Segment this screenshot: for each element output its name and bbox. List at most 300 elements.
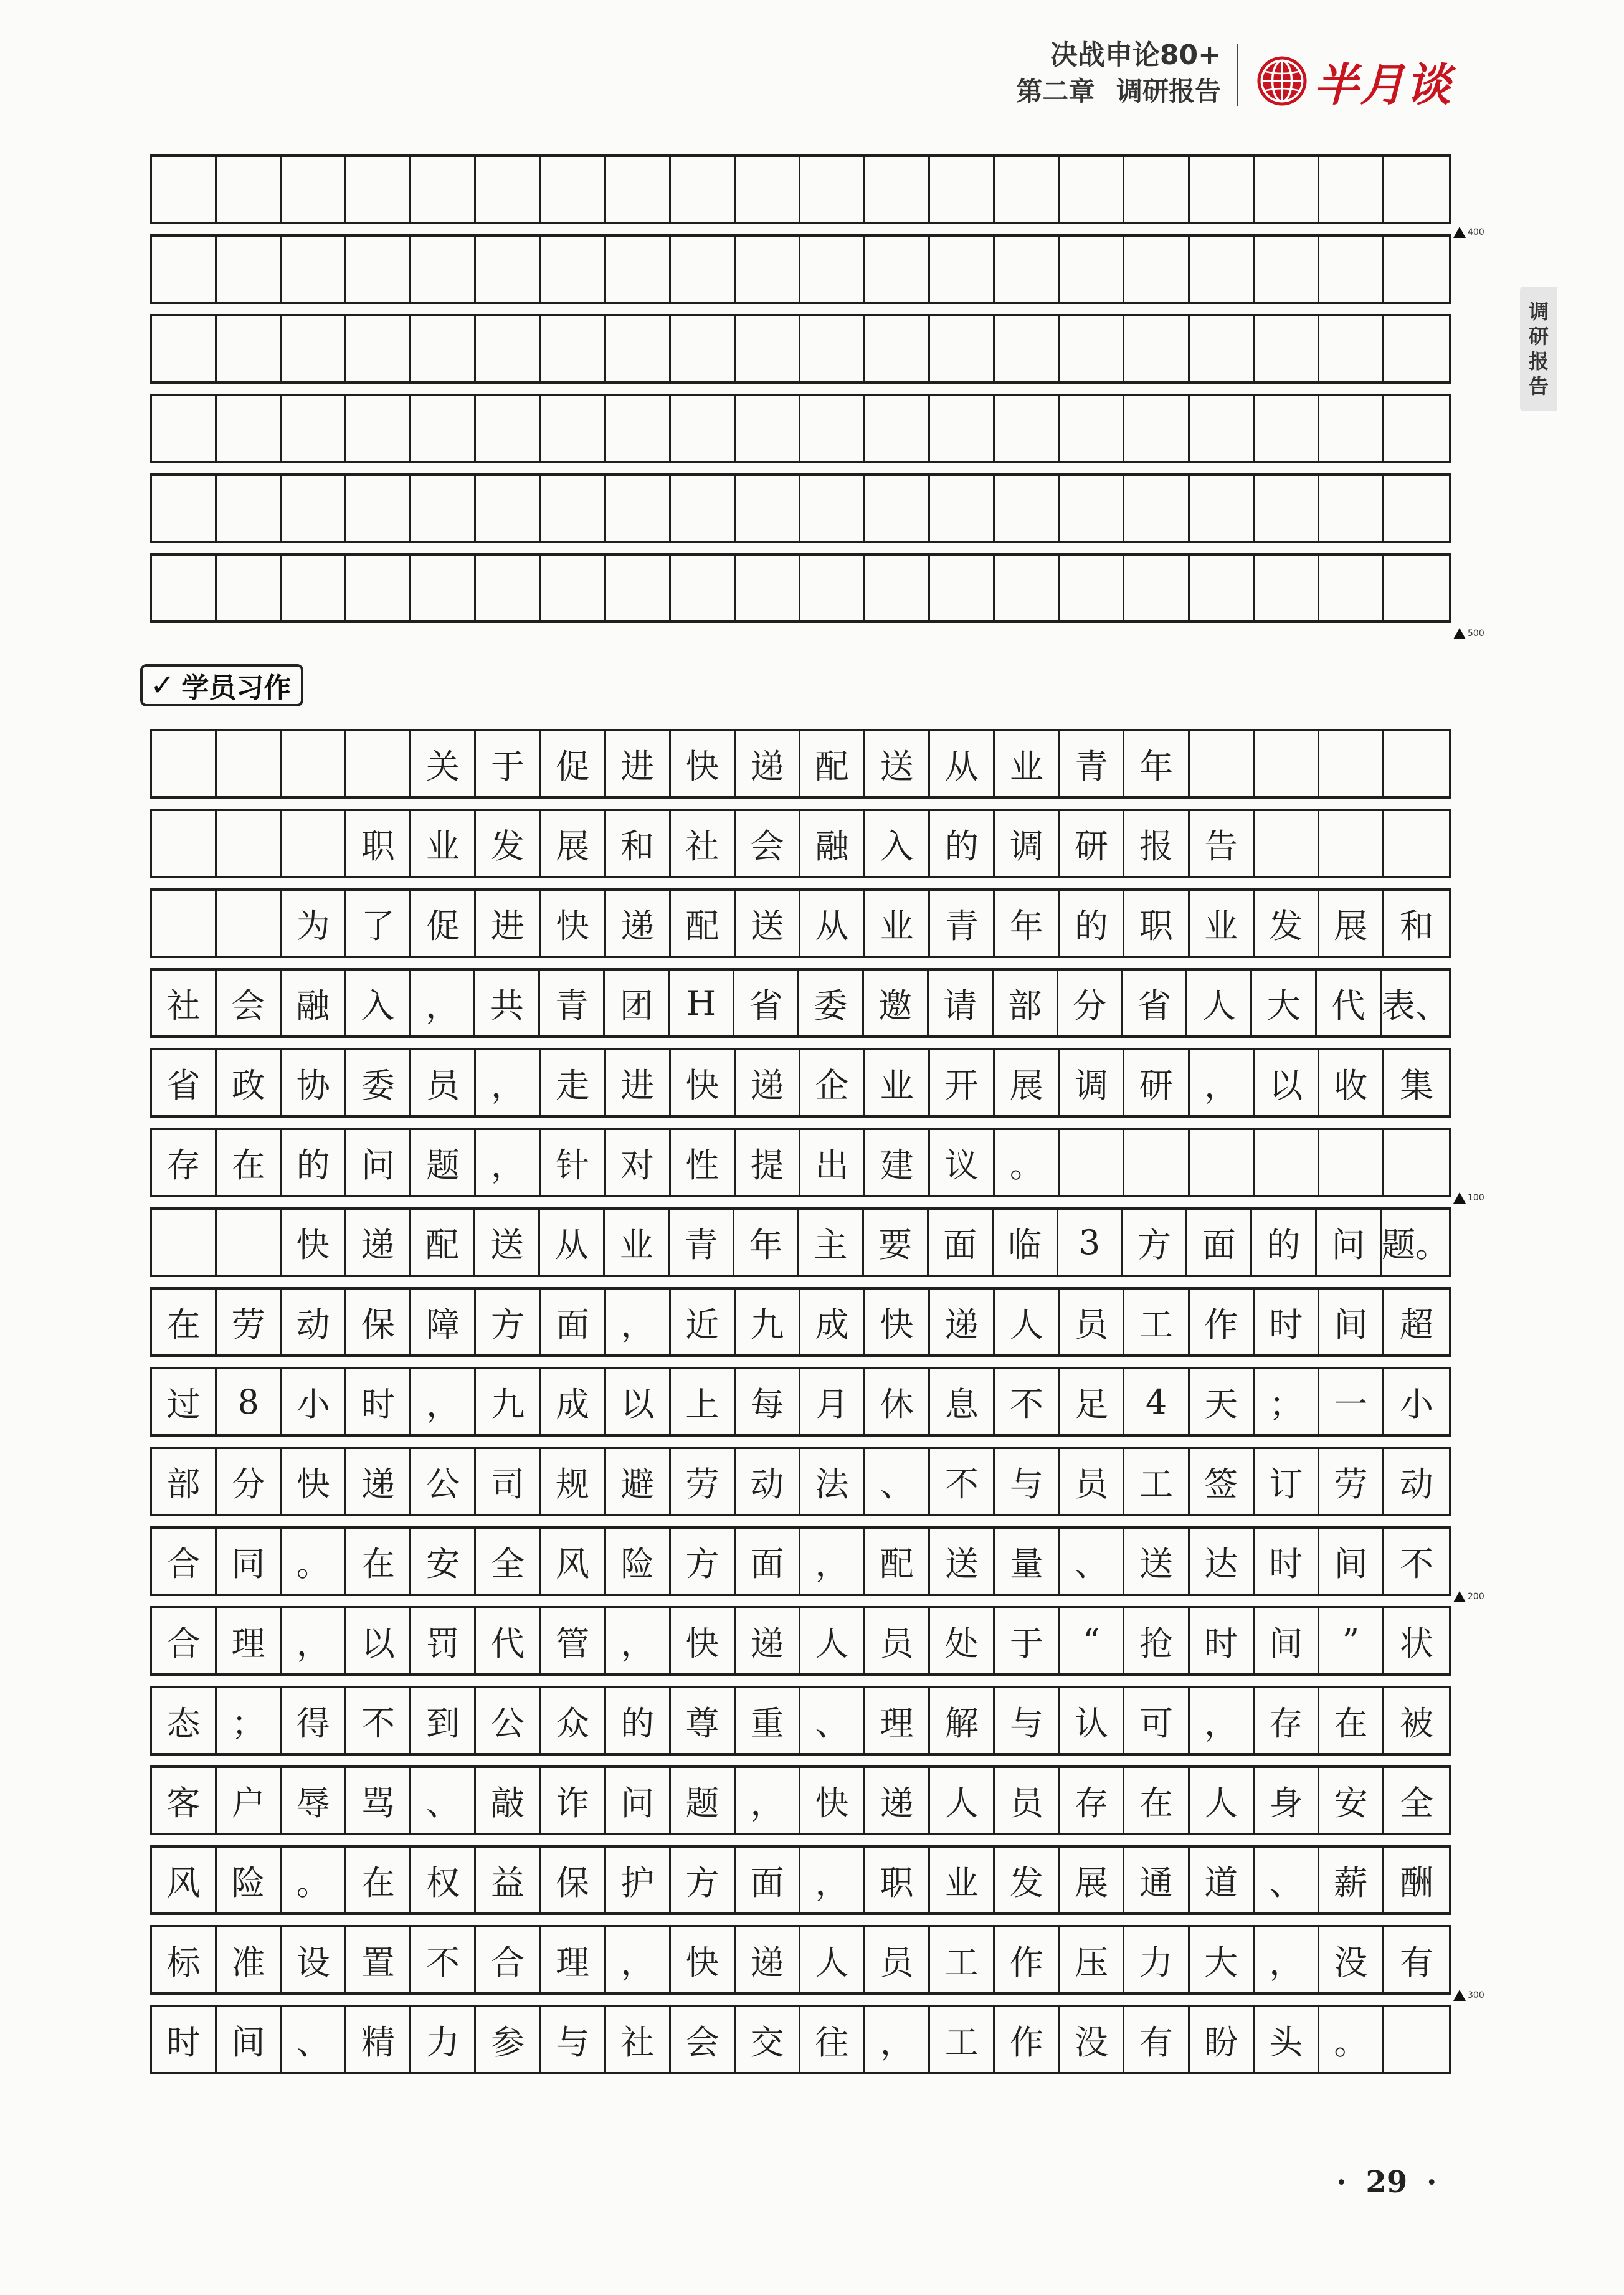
grid-cell: 达	[1190, 1529, 1255, 1594]
grid-cell	[930, 556, 995, 620]
grid-cell	[1384, 476, 1449, 541]
grid-cell: 、	[1255, 1848, 1319, 1913]
grid-cell: 快	[671, 1050, 736, 1115]
grid-cell	[1319, 316, 1384, 381]
grid-cell: 存	[1060, 1768, 1124, 1833]
grid-cell	[282, 157, 346, 222]
grid-cell	[671, 556, 736, 620]
grid-cell	[1190, 157, 1255, 222]
grid-cell	[152, 396, 217, 461]
grid-cell: 快	[541, 891, 606, 956]
grid-cell: 快	[282, 1449, 346, 1514]
grid-cell: 客	[152, 1768, 217, 1833]
grid-cell: 分	[1058, 971, 1123, 1035]
essay-grid-row	[150, 1207, 1451, 1277]
grid-cell: 参	[476, 2007, 541, 2072]
grid-cell: 护	[606, 1848, 671, 1913]
grid-cell: 融	[800, 811, 865, 876]
grid-cell: 在	[346, 1529, 411, 1594]
grid-cell: 骂	[346, 1768, 411, 1833]
grid-cell	[1190, 1130, 1255, 1195]
grid-cell: 关	[411, 731, 476, 796]
grid-cell: 员	[865, 1927, 930, 1992]
grid-cell	[1124, 396, 1189, 461]
grid-cell	[671, 157, 736, 222]
grid-cell	[1384, 731, 1449, 796]
grid-cell: 酬	[1399, 1863, 1433, 1903]
grid-cell: 青	[540, 971, 605, 1035]
grid-cell	[736, 476, 800, 541]
grid-cell	[1255, 237, 1319, 302]
grid-cell: 与	[541, 2007, 606, 2072]
grid-cell: 的	[282, 1130, 346, 1195]
grid-cell	[217, 1210, 282, 1275]
essay-grid-row	[150, 888, 1451, 958]
grid-cell: 送	[865, 731, 930, 796]
grid-cell: 有	[1124, 2007, 1189, 2072]
grid-cell: 往	[800, 2007, 865, 2072]
grid-cell: 展	[1319, 891, 1384, 956]
grid-cell: 员	[865, 1608, 930, 1673]
grid-cell: 递	[736, 1927, 800, 1992]
grid-cell: 量	[995, 1529, 1060, 1594]
grid-cell: ，	[606, 1927, 671, 1992]
grid-cell	[1060, 237, 1124, 302]
grid-cell	[152, 237, 217, 302]
grid-cell	[1319, 811, 1384, 876]
grid-cell: 面	[929, 1210, 994, 1275]
grid-cell: 理	[541, 1927, 606, 1992]
grid-cell	[282, 316, 346, 381]
essay-grid-row	[150, 968, 1451, 1038]
grid-cell: 提	[736, 1130, 800, 1195]
grid-cell: 敲	[476, 1768, 541, 1833]
grid-cell	[606, 316, 671, 381]
grid-cell: 针	[541, 1130, 606, 1195]
grid-cell	[865, 237, 930, 302]
grid-cell: 同	[217, 1529, 282, 1594]
grid-cell: 调	[995, 811, 1060, 876]
grid-cell: 发	[995, 1848, 1060, 1913]
grid-cell: 订	[1255, 1449, 1319, 1514]
grid-cell	[1124, 556, 1189, 620]
grid-cell: 过	[152, 1369, 217, 1434]
grid-cell: 动	[282, 1290, 346, 1354]
grid-cell	[152, 731, 217, 796]
grid-cell: 作	[995, 2007, 1060, 2072]
grid-cell: ，	[476, 1050, 541, 1115]
grid-cell: 作	[1190, 1290, 1255, 1354]
grid-cell: 业	[930, 1848, 995, 1913]
grid-cell: 近	[671, 1290, 736, 1354]
grid-cell: 、	[282, 2007, 346, 2072]
grid-cell: 面	[1187, 1210, 1252, 1275]
grid-cell	[606, 556, 671, 620]
grid-cell: ，	[411, 971, 476, 1035]
grid-cell	[217, 396, 282, 461]
grid-cell	[736, 316, 800, 381]
grid-cell	[1255, 396, 1319, 461]
grid-cell: 得	[282, 1688, 346, 1753]
grid-cell	[1384, 1130, 1449, 1195]
student-essay-label	[140, 664, 303, 706]
grid-cell: 委	[346, 1050, 411, 1115]
grid-cell: 、	[800, 1688, 865, 1753]
grid-cell: 社	[606, 2007, 671, 2072]
grid-cell: 时	[346, 1369, 411, 1434]
grid-cell	[800, 237, 865, 302]
grid-cell: 不	[346, 1688, 411, 1753]
grid-cell: 年	[995, 891, 1060, 956]
grid-cell: 重	[736, 1688, 800, 1753]
grid-cell: 以	[1255, 1050, 1319, 1115]
grid-cell: 大	[1190, 1927, 1255, 1992]
grid-cell	[346, 396, 411, 461]
grid-cell	[411, 237, 476, 302]
grid-cell	[606, 396, 671, 461]
essay-grid-row	[150, 1765, 1451, 1835]
grid-cell: 方	[1123, 1210, 1187, 1275]
publisher-logo	[1255, 49, 1452, 113]
grid-cell: 青	[930, 891, 995, 956]
grid-cell: 状	[1399, 1623, 1433, 1663]
grid-cell: 安	[411, 1529, 476, 1594]
grid-cell: 年	[734, 1210, 799, 1275]
grid-cell: 时	[152, 2007, 217, 2072]
grid-cell: 送	[1124, 1529, 1189, 1594]
grid-cell	[995, 556, 1060, 620]
grid-cell: 4	[1124, 1369, 1189, 1434]
grid-cell: 人	[1187, 971, 1252, 1035]
grid-cell	[282, 811, 346, 876]
grid-cell: 3	[1058, 1210, 1123, 1275]
grid-cell: 力	[411, 2007, 476, 2072]
grid-cell: 政	[217, 1050, 282, 1115]
grid-cell: 工	[930, 1927, 995, 1992]
grid-cell: 面	[736, 1529, 800, 1594]
grid-cell: 人	[995, 1290, 1060, 1354]
grid-cell	[671, 476, 736, 541]
chapter-section	[934, 74, 1221, 110]
grid-cell: ，	[1190, 1688, 1255, 1753]
side-tab-char: 研	[1528, 325, 1549, 348]
grid-cell: 性	[671, 1130, 736, 1195]
grid-cell: 不	[411, 1927, 476, 1992]
word-count-marker: 200	[1453, 1591, 1484, 1602]
grid-cell: 不	[1399, 1544, 1433, 1584]
book-title: 决战申论80+	[1050, 39, 1221, 71]
grid-cell: 递	[736, 1050, 800, 1115]
grid-cell	[1255, 476, 1319, 541]
page-number: · 29 ·	[1336, 2165, 1437, 2200]
grid-cell: 月	[800, 1369, 865, 1434]
grid-cell	[606, 157, 671, 222]
grid-cell: 业	[865, 891, 930, 956]
grid-cell: 工	[1124, 1449, 1189, 1514]
grid-cell: 快	[865, 1290, 930, 1354]
grid-cell: 标	[152, 1927, 217, 1992]
grid-cell	[152, 316, 217, 381]
grid-cell: 配	[800, 731, 865, 796]
grid-cell: 签	[1190, 1449, 1255, 1514]
grid-cell: 与	[995, 1449, 1060, 1514]
grid-cell	[1319, 476, 1384, 541]
word-count-marker: 300	[1453, 1990, 1484, 2001]
grid-cell	[930, 396, 995, 461]
grid-cell	[282, 556, 346, 620]
grid-cell: ，	[1255, 1927, 1319, 1992]
grid-cell	[736, 556, 800, 620]
blank-grid-row	[150, 553, 1451, 623]
grid-cell	[736, 396, 800, 461]
grid-cell: 开	[930, 1050, 995, 1115]
grid-cell: 。	[282, 1848, 346, 1913]
grid-cell: 入	[865, 811, 930, 876]
grid-cell: 在	[346, 1848, 411, 1913]
grid-cell	[800, 476, 865, 541]
grid-cell: 保	[541, 1848, 606, 1913]
grid-cell	[152, 476, 217, 541]
grid-cell: 诈	[541, 1768, 606, 1833]
grid-cell: 保	[346, 1290, 411, 1354]
grid-cell: 了	[346, 891, 411, 956]
grid-cell	[995, 237, 1060, 302]
grid-cell	[1255, 811, 1319, 876]
blank-writing-grid	[150, 154, 1451, 633]
grid-cell: 员	[1060, 1290, 1124, 1354]
grid-cell	[1124, 157, 1189, 222]
grid-cell: 公	[411, 1449, 476, 1514]
grid-cell: 进	[606, 1050, 671, 1115]
grid-cell: 力	[1124, 1927, 1189, 1992]
grid-cell: 通	[1124, 1848, 1189, 1913]
grid-cell: 头	[1255, 2007, 1319, 2072]
grid-cell: 认	[1060, 1688, 1124, 1753]
grid-cell: 、	[865, 1449, 930, 1514]
grid-cell: 部	[994, 971, 1058, 1035]
grid-cell: 收	[1319, 1050, 1384, 1115]
grid-cell: 法	[800, 1449, 865, 1514]
grid-cell	[346, 556, 411, 620]
grid-cell: 促	[541, 731, 606, 796]
grid-cell: 人	[800, 1927, 865, 1992]
grid-cell: 业	[605, 1210, 670, 1275]
grid-cell	[217, 237, 282, 302]
grid-cell: 合	[152, 1529, 217, 1594]
grid-cell	[346, 476, 411, 541]
grid-cell: ，	[606, 1608, 671, 1673]
essay-grid-row	[150, 1287, 1451, 1357]
grid-cell: 研	[1060, 811, 1124, 876]
grid-cell: 公	[476, 1688, 541, 1753]
grid-cell: 罚	[411, 1608, 476, 1673]
grid-cell	[411, 476, 476, 541]
grid-cell: 社	[671, 811, 736, 876]
grid-cell: 从	[800, 891, 865, 956]
essay-grid-row	[150, 1845, 1451, 1915]
grid-cell	[282, 237, 346, 302]
grid-cell: 主	[799, 1210, 864, 1275]
label-text: 学员习作	[181, 672, 292, 704]
grid-cell: 动	[1399, 1464, 1433, 1504]
grid-cell: 递	[736, 731, 800, 796]
grid-cell: 快	[282, 1210, 346, 1275]
grid-cell	[736, 237, 800, 302]
grid-cell: 工	[1124, 1290, 1189, 1354]
grid-cell: 劳	[671, 1449, 736, 1514]
grid-cell: 每	[736, 1369, 800, 1434]
grid-cell: 报	[1124, 811, 1189, 876]
grid-cell: H	[670, 971, 734, 1035]
grid-cell	[282, 476, 346, 541]
grid-cell	[1190, 476, 1255, 541]
grid-cell: 从	[540, 1210, 605, 1275]
grid-cell: 大	[1252, 971, 1317, 1035]
grid-cell: 一	[1319, 1369, 1384, 1434]
grid-cell: 入	[346, 971, 411, 1035]
grid-cell: 上	[671, 1369, 736, 1434]
blank-grid-row	[150, 154, 1451, 224]
grid-cell: 青	[1060, 731, 1124, 796]
section-label: 调研报告	[1116, 76, 1221, 107]
grid-cell: 障	[411, 1290, 476, 1354]
grid-cell: 问	[606, 1768, 671, 1833]
grid-cell: 理	[865, 1688, 930, 1753]
grid-cell: 解	[930, 1688, 995, 1753]
grid-cell	[346, 316, 411, 381]
grid-cell	[1060, 316, 1124, 381]
grid-cell: 的	[930, 811, 995, 876]
grid-cell	[1384, 2007, 1449, 2072]
grid-cell: 风	[541, 1529, 606, 1594]
grid-cell	[800, 316, 865, 381]
grid-cell: 没	[1319, 1927, 1384, 1992]
chapter-label: 第二章	[1016, 76, 1095, 107]
grid-cell	[930, 316, 995, 381]
grid-cell	[1190, 237, 1255, 302]
grid-cell: 存	[1255, 1688, 1319, 1753]
grid-cell: 表、	[1382, 986, 1449, 1025]
essay-grid-row	[150, 1048, 1451, 1118]
grid-cell	[671, 237, 736, 302]
grid-cell: 年	[1124, 731, 1189, 796]
grid-cell: 配	[671, 891, 736, 956]
grid-cell: 在	[1124, 1768, 1189, 1833]
grid-cell	[152, 157, 217, 222]
grid-cell: 方	[671, 1529, 736, 1594]
grid-cell: 快	[800, 1768, 865, 1833]
grid-cell: 的	[606, 1688, 671, 1753]
grid-cell	[930, 237, 995, 302]
grid-cell: 规	[541, 1449, 606, 1514]
blank-grid-row	[150, 394, 1451, 463]
grid-cell: 辱	[282, 1768, 346, 1833]
blank-grid-row	[150, 234, 1451, 304]
grid-cell: 方	[476, 1290, 541, 1354]
grid-cell: 职	[346, 811, 411, 876]
grid-cell: 展	[541, 811, 606, 876]
grid-cell: 小	[282, 1369, 346, 1434]
grid-cell: ，	[800, 1848, 865, 1913]
grid-cell	[217, 316, 282, 381]
grid-cell: 。	[282, 1529, 346, 1594]
grid-cell: 道	[1190, 1848, 1255, 1913]
grid-cell: 题。	[1382, 1225, 1449, 1265]
grid-cell: 在	[152, 1290, 217, 1354]
grid-cell: 时	[1255, 1529, 1319, 1594]
grid-cell	[217, 891, 282, 956]
grid-cell: 快	[671, 1927, 736, 1992]
grid-cell: 时	[1190, 1608, 1255, 1673]
grid-cell: 进	[476, 891, 541, 956]
grid-cell	[541, 556, 606, 620]
grid-cell: 问	[346, 1130, 411, 1195]
grid-cell: 会	[671, 2007, 736, 2072]
grid-cell: 益	[476, 1848, 541, 1913]
grid-cell: 发	[476, 811, 541, 876]
grid-cell: 精	[346, 2007, 411, 2072]
grid-cell	[282, 731, 346, 796]
grid-cell	[1124, 1130, 1189, 1195]
grid-cell: 递	[606, 891, 671, 956]
grid-cell	[865, 556, 930, 620]
grid-cell	[217, 811, 282, 876]
grid-cell: 合	[152, 1608, 217, 1673]
grid-cell: 调	[1060, 1050, 1124, 1115]
grid-cell: 不	[930, 1449, 995, 1514]
grid-cell: 薪	[1319, 1848, 1384, 1913]
grid-cell	[217, 157, 282, 222]
grid-cell: ，	[411, 1369, 476, 1434]
grid-cell: 息	[930, 1369, 995, 1434]
grid-cell: 安	[1319, 1768, 1384, 1833]
grid-cell: 送	[475, 1210, 540, 1275]
grid-cell: 置	[346, 1927, 411, 1992]
essay-grid-row	[150, 1606, 1451, 1676]
grid-cell: 会	[736, 811, 800, 876]
grid-cell: 不	[995, 1369, 1060, 1434]
chapter-side-tab	[1520, 287, 1557, 411]
grid-cell	[671, 316, 736, 381]
grid-cell: 研	[1124, 1050, 1189, 1115]
grid-cell: 天	[1190, 1369, 1255, 1434]
grid-cell	[671, 396, 736, 461]
grid-cell	[1319, 1130, 1384, 1195]
grid-cell	[930, 157, 995, 222]
grid-cell	[152, 556, 217, 620]
grid-cell: 成	[541, 1369, 606, 1434]
grid-cell: ，	[800, 1529, 865, 1594]
grid-cell: 出	[800, 1130, 865, 1195]
grid-cell: 抢	[1124, 1608, 1189, 1673]
grid-cell: 对	[606, 1130, 671, 1195]
grid-cell	[1190, 316, 1255, 381]
grid-cell	[1384, 556, 1449, 620]
word-count-marker: 400	[1453, 227, 1484, 238]
essay-grid-row	[150, 729, 1451, 799]
grid-cell: 作	[995, 1927, 1060, 1992]
grid-cell: 理	[217, 1608, 282, 1673]
grid-cell	[346, 157, 411, 222]
grid-cell: 户	[217, 1768, 282, 1833]
grid-cell: ，	[1190, 1050, 1255, 1115]
grid-cell	[1384, 396, 1449, 461]
essay-grid-row	[150, 809, 1451, 878]
grid-cell	[346, 237, 411, 302]
grid-cell: 代	[476, 1608, 541, 1673]
grid-cell	[1190, 556, 1255, 620]
grid-cell: 全	[476, 1529, 541, 1594]
